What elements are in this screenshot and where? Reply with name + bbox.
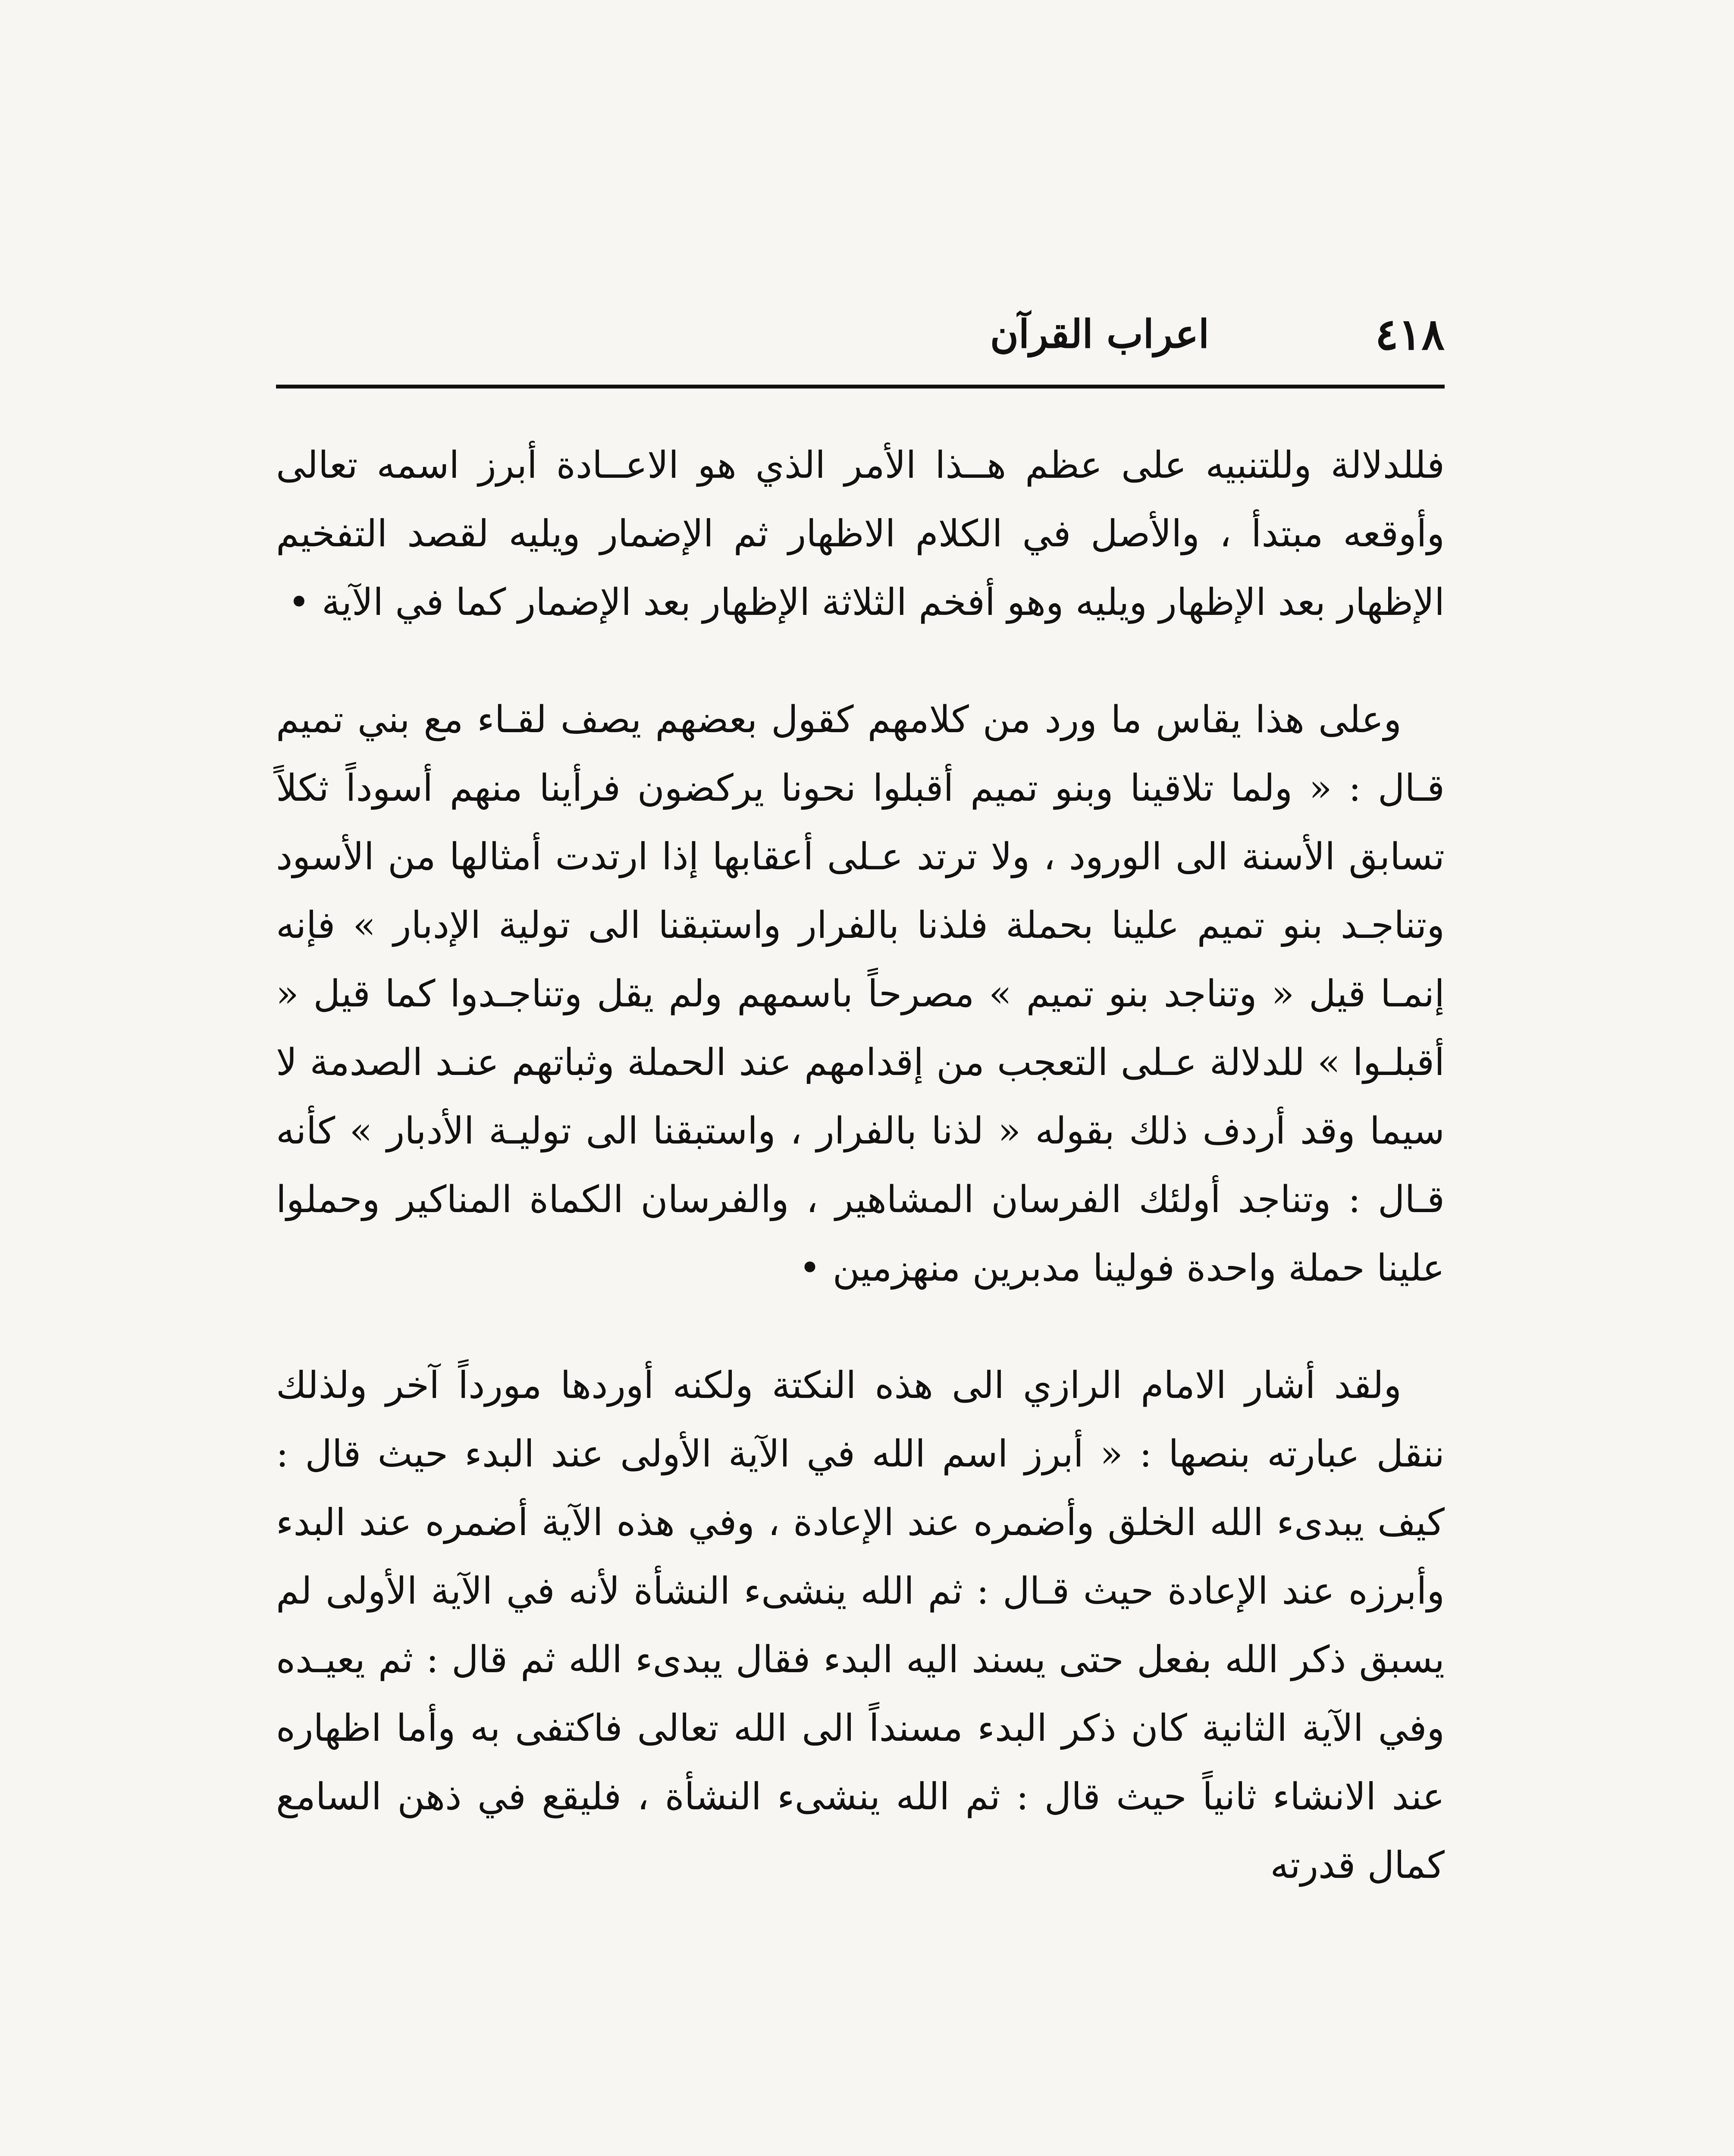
paragraph-1: فللدلالة وللتنبيه على عظم هــذا الأمر الذي هو الاعــادة أبرز اسمه تعالى وأوقعه مبتدأ ، والأصل في الكلام الاظهار ثم الإضمار ويليه لقصد التفخيم الإظهار بعد الإظهار ويليه وهو أفخم الثلاثة الإظهار بعد الإضمار كما في الآية • bbox=[276, 444, 1445, 624]
page-number: ٤١٨ bbox=[1375, 309, 1445, 360]
page-body bbox=[276, 431, 1445, 1900]
page-header bbox=[276, 302, 1445, 375]
paragraph-2: وعلى هذا يقاس ما ورد من كلامهم كقول بعضهم يصف لقـاء مع بني تميم قـال : « ولما تلاقينا وبنو تميم أقبلوا نحونا يركضون فرأينا منهم أسوداً ثكلاً تسابق الأسنة الى الورود ، ولا ترتد عـلى أعقابها إذا ارتدت أمثالها من الأسود وتناجـد بنو تميم علينا بحملة فلذنا بالفرار واستبقنا الى تولية الإدبار » فإنه إنمـا قيل « وتناجد بنو تميم » مصرحاً باسمهم ولم يقل وتناجـدوا كما قيل « أقبلـوا » للدلالة عـلى التعجب من إقدامهم عند الحملة وثباتهم عنـد الصدمة لا سيما وقد أردف ذلك بقوله « لذنا بالفرار ، واستبقنا الى توليـة الأدبار » كأنه قـال : وتناجد أولئك الفرسان المشاهير ، والفرسان الكماة المناكير وحملوا علينا حملة واحدة فولينا مدبرين منهزمين • bbox=[276, 698, 1445, 1290]
paragraph-3: ولقد أشار الامام الرازي الى هذه النكتة ولكنه أوردها مورداً آخر ولذلك ننقل عبارته بنصها : « أبرز اسم الله في الآية الأولى عند البدء حيث قال : كيف يبدىء الله الخلق وأضمره عند الإعادة ، وفي هذه الآية أضمره عند البدء وأبرزه عند الإعادة حيث قـال : ثم الله ينشىء النشأة لأنه في الآية الأولى لم يسبق ذكر الله بفعل حتى يسند اليه البدء فقال يبدىء الله ثم قال : ثم يعيـده وفي الآية الثانية كان ذكر البدء مسنداً الى الله تعالى فاكتفى به وأما اظهاره عند الانشاء ثانياً حيث قال : ثم الله ينشىء النشأة ، فليقع في ذهن السامع كمال قدرته bbox=[276, 1364, 1445, 1887]
header-divider bbox=[276, 385, 1445, 389]
book-title: اعراب القرآن bbox=[990, 311, 1210, 357]
